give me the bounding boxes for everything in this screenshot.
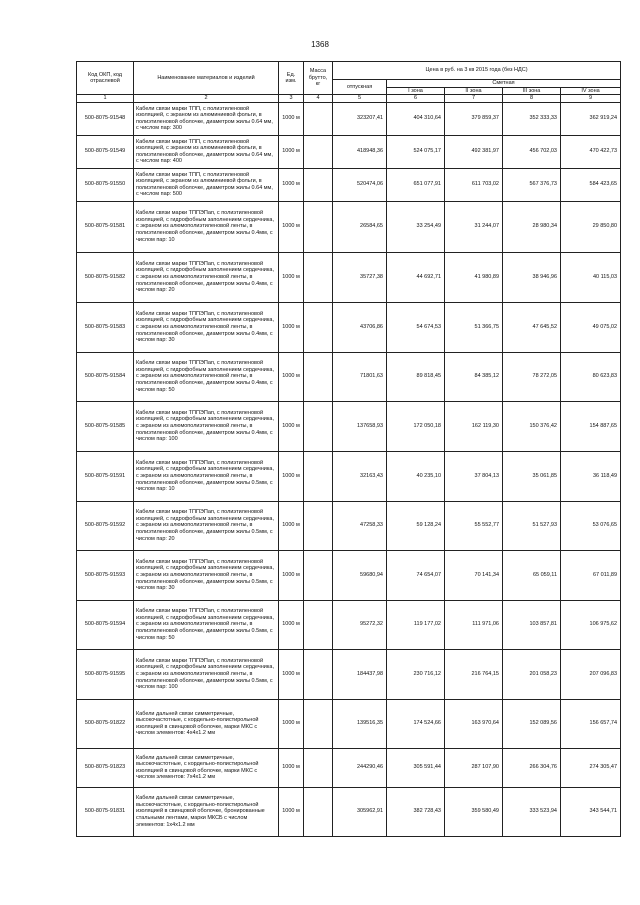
row-zone3-price: 47 645,52 bbox=[503, 302, 561, 352]
row-zone3-price: 103 857,81 bbox=[503, 600, 561, 649]
row-zone4-price: 80 623,83 bbox=[561, 352, 621, 401]
row-zone3-price: 567 376,73 bbox=[503, 168, 561, 201]
row-code: 500-8075-91592 bbox=[77, 501, 134, 550]
table-row bbox=[77, 352, 621, 401]
row-unit: 1000 м bbox=[279, 252, 304, 302]
column-number: 2 bbox=[134, 95, 279, 103]
row-zone4-price: 343 544,71 bbox=[561, 787, 621, 836]
row-name: Кабели связи марки ТППЭПап, с полиэтиленовой изоляцией, с гидрофобным заполнением сердечника, с экраном из алюмополиэтиленовой ленты, в полиэтиленовой оболочке, диаметром жилы 0.5мм, с числом пар: 50 bbox=[134, 600, 279, 649]
row-unit: 1000 м bbox=[279, 451, 304, 501]
row-code: 500-8075-91591 bbox=[77, 451, 134, 501]
row-code: 500-8075-91583 bbox=[77, 302, 134, 352]
row-unit: 1000 м bbox=[279, 352, 304, 401]
row-unit: 1000 м bbox=[279, 135, 304, 168]
row-code: 500-8075-91831 bbox=[77, 787, 134, 836]
row-release-price: 244290,46 bbox=[333, 748, 387, 787]
row-zone3-price: 266 304,76 bbox=[503, 748, 561, 787]
header-release: отпускная bbox=[333, 80, 387, 95]
row-zone3-price: 201 058,23 bbox=[503, 649, 561, 699]
row-release-price: 95272,32 bbox=[333, 600, 387, 649]
column-number-row bbox=[77, 95, 621, 103]
header-name: Наименование материалов и изделий bbox=[134, 62, 279, 95]
header-zone2: II зона bbox=[445, 87, 503, 95]
row-zone1-price: 89 818,45 bbox=[387, 352, 445, 401]
row-name: Кабели связи марки ТПП, с полиэтиленовой изоляцией, с экраном из алюминиевой фольги, в полиэтиленовой оболочке, диаметром жилы 0.64 мм, с числом пар: 400 bbox=[134, 135, 279, 168]
row-code: 500-8075-91585 bbox=[77, 401, 134, 451]
row-name: Кабели связи марки ТПП, с полиэтиленовой изоляцией, с экраном из алюминиевой фольги, в полиэтиленовой оболочке, диаметром жилы 0.64 мм, с числом пар: 300 bbox=[134, 102, 279, 135]
row-zone2-price: 287 107,90 bbox=[445, 748, 503, 787]
header-estimate: Сметная bbox=[387, 80, 621, 88]
row-code: 500-8075-91822 bbox=[77, 699, 134, 748]
row-mass bbox=[304, 252, 333, 302]
row-release-price: 32163,43 bbox=[333, 451, 387, 501]
row-name: Кабели связи марки ТППЭПап, с полиэтиленовой изоляцией, с гидрофобным заполнением сердечника, с экраном из алюмополиэтиленовой ленты, в полиэтиленовой оболочке, диаметром жилы 0.5мм, с числом пар: 10 bbox=[134, 451, 279, 501]
column-number: 3 bbox=[279, 95, 304, 103]
row-mass bbox=[304, 649, 333, 699]
row-zone2-price: 31 244,07 bbox=[445, 201, 503, 252]
row-mass bbox=[304, 352, 333, 401]
table-row bbox=[77, 748, 621, 787]
row-release-price: 137658,93 bbox=[333, 401, 387, 451]
row-zone3-price: 78 272,05 bbox=[503, 352, 561, 401]
table-row bbox=[77, 787, 621, 836]
row-release-price: 323207,41 bbox=[333, 102, 387, 135]
row-zone3-price: 65 059,11 bbox=[503, 550, 561, 600]
row-zone3-price: 51 527,93 bbox=[503, 501, 561, 550]
row-zone3-price: 352 333,33 bbox=[503, 102, 561, 135]
row-zone2-price: 84 385,12 bbox=[445, 352, 503, 401]
row-zone1-price: 40 235,10 bbox=[387, 451, 445, 501]
row-code: 500-8075-91584 bbox=[77, 352, 134, 401]
row-zone2-price: 41 980,89 bbox=[445, 252, 503, 302]
row-mass bbox=[304, 501, 333, 550]
row-release-price: 59680,94 bbox=[333, 550, 387, 600]
row-zone4-price: 106 975,62 bbox=[561, 600, 621, 649]
row-code: 500-8075-91549 bbox=[77, 135, 134, 168]
row-release-price: 35727,38 bbox=[333, 252, 387, 302]
table-row bbox=[77, 102, 621, 135]
table-row bbox=[77, 699, 621, 748]
row-name: Кабели дальней связи симметричные, высокочастотные, с кордельно-полистирольной изоляцией в свинцовой оболочке, марки МКС с числом элементов: 7х4х1.2 мм bbox=[134, 748, 279, 787]
row-release-price: 26584,65 bbox=[333, 201, 387, 252]
row-name: Кабели дальней связи симметричные, высокочастотные, с кордельно-полистирольной изоляцией в свинцовой оболочке, бронированные стальными лентами, марки МКСБ с числом элементов: 1х4х1.2 мм bbox=[134, 787, 279, 836]
row-unit: 1000 м bbox=[279, 168, 304, 201]
row-release-price: 184437,98 bbox=[333, 649, 387, 699]
row-unit: 1000 м bbox=[279, 550, 304, 600]
row-zone4-price: 584 423,65 bbox=[561, 168, 621, 201]
row-code: 500-8075-91593 bbox=[77, 550, 134, 600]
row-zone4-price: 207 096,83 bbox=[561, 649, 621, 699]
row-name: Кабели связи марки ТППЭПап, с полиэтиленовой изоляцией, с гидрофобным заполнением сердечника, с экраном из алюмополиэтиленовой ленты, в полиэтиленовой оболочке, диаметром жилы 0.4мм, с числом пар: 100 bbox=[134, 401, 279, 451]
row-zone4-price: 29 850,80 bbox=[561, 201, 621, 252]
row-release-price: 139516,35 bbox=[333, 699, 387, 748]
row-zone1-price: 172 050,18 bbox=[387, 401, 445, 451]
row-mass bbox=[304, 451, 333, 501]
row-zone2-price: 55 552,77 bbox=[445, 501, 503, 550]
header-zone3: III зона bbox=[503, 87, 561, 95]
row-code: 500-8075-91823 bbox=[77, 748, 134, 787]
row-zone1-price: 651 077,91 bbox=[387, 168, 445, 201]
row-unit: 1000 м bbox=[279, 600, 304, 649]
row-zone1-price: 54 674,53 bbox=[387, 302, 445, 352]
page-number: 1368 bbox=[311, 40, 329, 49]
table-row bbox=[77, 451, 621, 501]
row-zone4-price: 362 919,24 bbox=[561, 102, 621, 135]
row-zone2-price: 359 580,49 bbox=[445, 787, 503, 836]
row-unit: 1000 м bbox=[279, 748, 304, 787]
table-row bbox=[77, 600, 621, 649]
row-zone3-price: 35 061,85 bbox=[503, 451, 561, 501]
header-code: Код ОКП, код отраслевой bbox=[77, 62, 134, 95]
column-number: 7 bbox=[445, 95, 503, 103]
header-zone1: I зона bbox=[387, 87, 445, 95]
table-row bbox=[77, 201, 621, 252]
row-mass bbox=[304, 748, 333, 787]
row-zone4-price: 40 115,03 bbox=[561, 252, 621, 302]
row-name: Кабели связи марки ТППЭПап, с полиэтиленовой изоляцией, с гидрофобным заполнением сердечника, с экраном из алюмополиэтиленовой ленты, в полиэтиленовой оболочке, диаметром жилы 0.4мм, с числом пар: 50 bbox=[134, 352, 279, 401]
row-zone1-price: 524 075,17 bbox=[387, 135, 445, 168]
row-mass bbox=[304, 102, 333, 135]
table-row bbox=[77, 302, 621, 352]
table-row bbox=[77, 168, 621, 201]
row-zone2-price: 379 859,37 bbox=[445, 102, 503, 135]
row-code: 500-8075-91581 bbox=[77, 201, 134, 252]
row-zone1-price: 74 654,07 bbox=[387, 550, 445, 600]
row-name: Кабели дальней связи симметричные, высокочастотные, с кордельно-полистирольной изоляцией в свинцовой оболочке, марки МКС с числом элементов: 4х4х1.2 мм bbox=[134, 699, 279, 748]
row-unit: 1000 м bbox=[279, 787, 304, 836]
row-release-price: 418948,36 bbox=[333, 135, 387, 168]
row-zone1-price: 44 692,71 bbox=[387, 252, 445, 302]
row-zone1-price: 59 128,24 bbox=[387, 501, 445, 550]
row-zone2-price: 70 141,34 bbox=[445, 550, 503, 600]
row-release-price: 520474,06 bbox=[333, 168, 387, 201]
price-table bbox=[76, 61, 621, 837]
row-mass bbox=[304, 135, 333, 168]
row-code: 500-8075-91550 bbox=[77, 168, 134, 201]
row-zone2-price: 611 703,02 bbox=[445, 168, 503, 201]
row-mass bbox=[304, 168, 333, 201]
column-number: 4 bbox=[304, 95, 333, 103]
row-zone1-price: 404 310,64 bbox=[387, 102, 445, 135]
row-code: 500-8075-91548 bbox=[77, 102, 134, 135]
row-zone4-price: 470 422,73 bbox=[561, 135, 621, 168]
row-release-price: 47258,33 bbox=[333, 501, 387, 550]
row-zone2-price: 163 970,64 bbox=[445, 699, 503, 748]
header-price-group: Цена в руб. на 3 кв 2015 года (без НДС) bbox=[333, 62, 621, 80]
row-mass bbox=[304, 787, 333, 836]
column-number: 1 bbox=[77, 95, 134, 103]
row-unit: 1000 м bbox=[279, 699, 304, 748]
table-row bbox=[77, 550, 621, 600]
row-unit: 1000 м bbox=[279, 102, 304, 135]
column-number: 5 bbox=[333, 95, 387, 103]
row-mass bbox=[304, 550, 333, 600]
row-unit: 1000 м bbox=[279, 401, 304, 451]
row-name: Кабели связи марки ТППЭПап, с полиэтиленовой изоляцией, с гидрофобным заполнением сердечника, с экраном из алюмополиэтиленовой ленты, в полиэтиленовой оболочке, диаметром жилы 0.4мм, с числом пар: 20 bbox=[134, 252, 279, 302]
row-zone1-price: 230 716,12 bbox=[387, 649, 445, 699]
row-zone3-price: 152 089,56 bbox=[503, 699, 561, 748]
header-unit: Ед. изм. bbox=[279, 62, 304, 95]
row-zone4-price: 154 887,65 bbox=[561, 401, 621, 451]
row-zone3-price: 28 980,34 bbox=[503, 201, 561, 252]
row-zone2-price: 216 764,15 bbox=[445, 649, 503, 699]
table-row bbox=[77, 501, 621, 550]
row-zone3-price: 333 523,94 bbox=[503, 787, 561, 836]
row-mass bbox=[304, 302, 333, 352]
row-code: 500-8075-91582 bbox=[77, 252, 134, 302]
header-mass: Масса брутто, кг bbox=[304, 62, 333, 95]
row-unit: 1000 м bbox=[279, 302, 304, 352]
row-release-price: 43706,86 bbox=[333, 302, 387, 352]
row-zone3-price: 38 946,96 bbox=[503, 252, 561, 302]
row-zone2-price: 162 119,30 bbox=[445, 401, 503, 451]
table-row bbox=[77, 135, 621, 168]
row-zone2-price: 492 381,97 bbox=[445, 135, 503, 168]
row-release-price: 305962,91 bbox=[333, 787, 387, 836]
row-name: Кабели связи марки ТППЭПап, с полиэтиленовой изоляцией, с гидрофобным заполнением сердечника, с экраном из алюмополиэтиленовой ленты, в полиэтиленовой оболочке, диаметром жилы 0.4мм, с числом пар: 30 bbox=[134, 302, 279, 352]
row-zone4-price: 53 076,65 bbox=[561, 501, 621, 550]
table-row bbox=[77, 252, 621, 302]
table-row bbox=[77, 649, 621, 699]
row-zone3-price: 150 376,42 bbox=[503, 401, 561, 451]
row-mass bbox=[304, 699, 333, 748]
row-name: Кабели связи марки ТППЭПап, с полиэтиленовой изоляцией, с гидрофобным заполнением сердечника, с экраном из алюмополиэтиленовой ленты, в полиэтиленовой оболочке, диаметром жилы 0.4мм, с числом пар: 10 bbox=[134, 201, 279, 252]
row-name: Кабели связи марки ТППЭПап, с полиэтиленовой изоляцией, с гидрофобным заполнением сердечника, с экраном из алюмополиэтиленовой ленты, в полиэтиленовой оболочке, диаметром жилы 0.5мм, с числом пар: 100 bbox=[134, 649, 279, 699]
row-release-price: 71801,63 bbox=[333, 352, 387, 401]
row-mass bbox=[304, 600, 333, 649]
row-zone4-price: 274 305,47 bbox=[561, 748, 621, 787]
table-row bbox=[77, 401, 621, 451]
row-unit: 1000 м bbox=[279, 501, 304, 550]
row-mass bbox=[304, 201, 333, 252]
row-zone3-price: 456 702,03 bbox=[503, 135, 561, 168]
row-zone4-price: 67 011,89 bbox=[561, 550, 621, 600]
row-name: Кабели связи марки ТППЭПап, с полиэтиленовой изоляцией, с гидрофобным заполнением сердечника, с экраном из алюмополиэтиленовой ленты, в полиэтиленовой оболочке, диаметром жилы 0.5мм, с числом пар: 30 bbox=[134, 550, 279, 600]
row-name: Кабели связи марки ТППЭПап, с полиэтиленовой изоляцией, с гидрофобным заполнением сердечника, с экраном из алюмополиэтиленовой ленты, в полиэтиленовой оболочке, диаметром жилы 0.5мм, с числом пар: 20 bbox=[134, 501, 279, 550]
column-number: 8 bbox=[503, 95, 561, 103]
row-unit: 1000 м bbox=[279, 649, 304, 699]
row-code: 500-8075-91595 bbox=[77, 649, 134, 699]
column-number: 6 bbox=[387, 95, 445, 103]
row-zone4-price: 156 657,74 bbox=[561, 699, 621, 748]
row-name: Кабели связи марки ТПП, с полиэтиленовой изоляцией, с экраном из алюминиевой фольги, в полиэтиленовой оболочке, диаметром жилы 0.64 мм, с числом пар: 500 bbox=[134, 168, 279, 201]
row-code: 500-8075-91594 bbox=[77, 600, 134, 649]
header-zone4: IV зона bbox=[561, 87, 621, 95]
row-zone2-price: 37 804,13 bbox=[445, 451, 503, 501]
row-zone2-price: 51 366,75 bbox=[445, 302, 503, 352]
row-zone1-price: 382 728,43 bbox=[387, 787, 445, 836]
row-zone4-price: 36 118,49 bbox=[561, 451, 621, 501]
row-zone1-price: 305 591,44 bbox=[387, 748, 445, 787]
row-zone4-price: 49 075,02 bbox=[561, 302, 621, 352]
row-zone2-price: 111 971,06 bbox=[445, 600, 503, 649]
row-zone1-price: 119 177,02 bbox=[387, 600, 445, 649]
row-zone1-price: 33 254,49 bbox=[387, 201, 445, 252]
row-mass bbox=[304, 401, 333, 451]
column-number: 9 bbox=[561, 95, 621, 103]
row-unit: 1000 м bbox=[279, 201, 304, 252]
row-zone1-price: 174 524,66 bbox=[387, 699, 445, 748]
